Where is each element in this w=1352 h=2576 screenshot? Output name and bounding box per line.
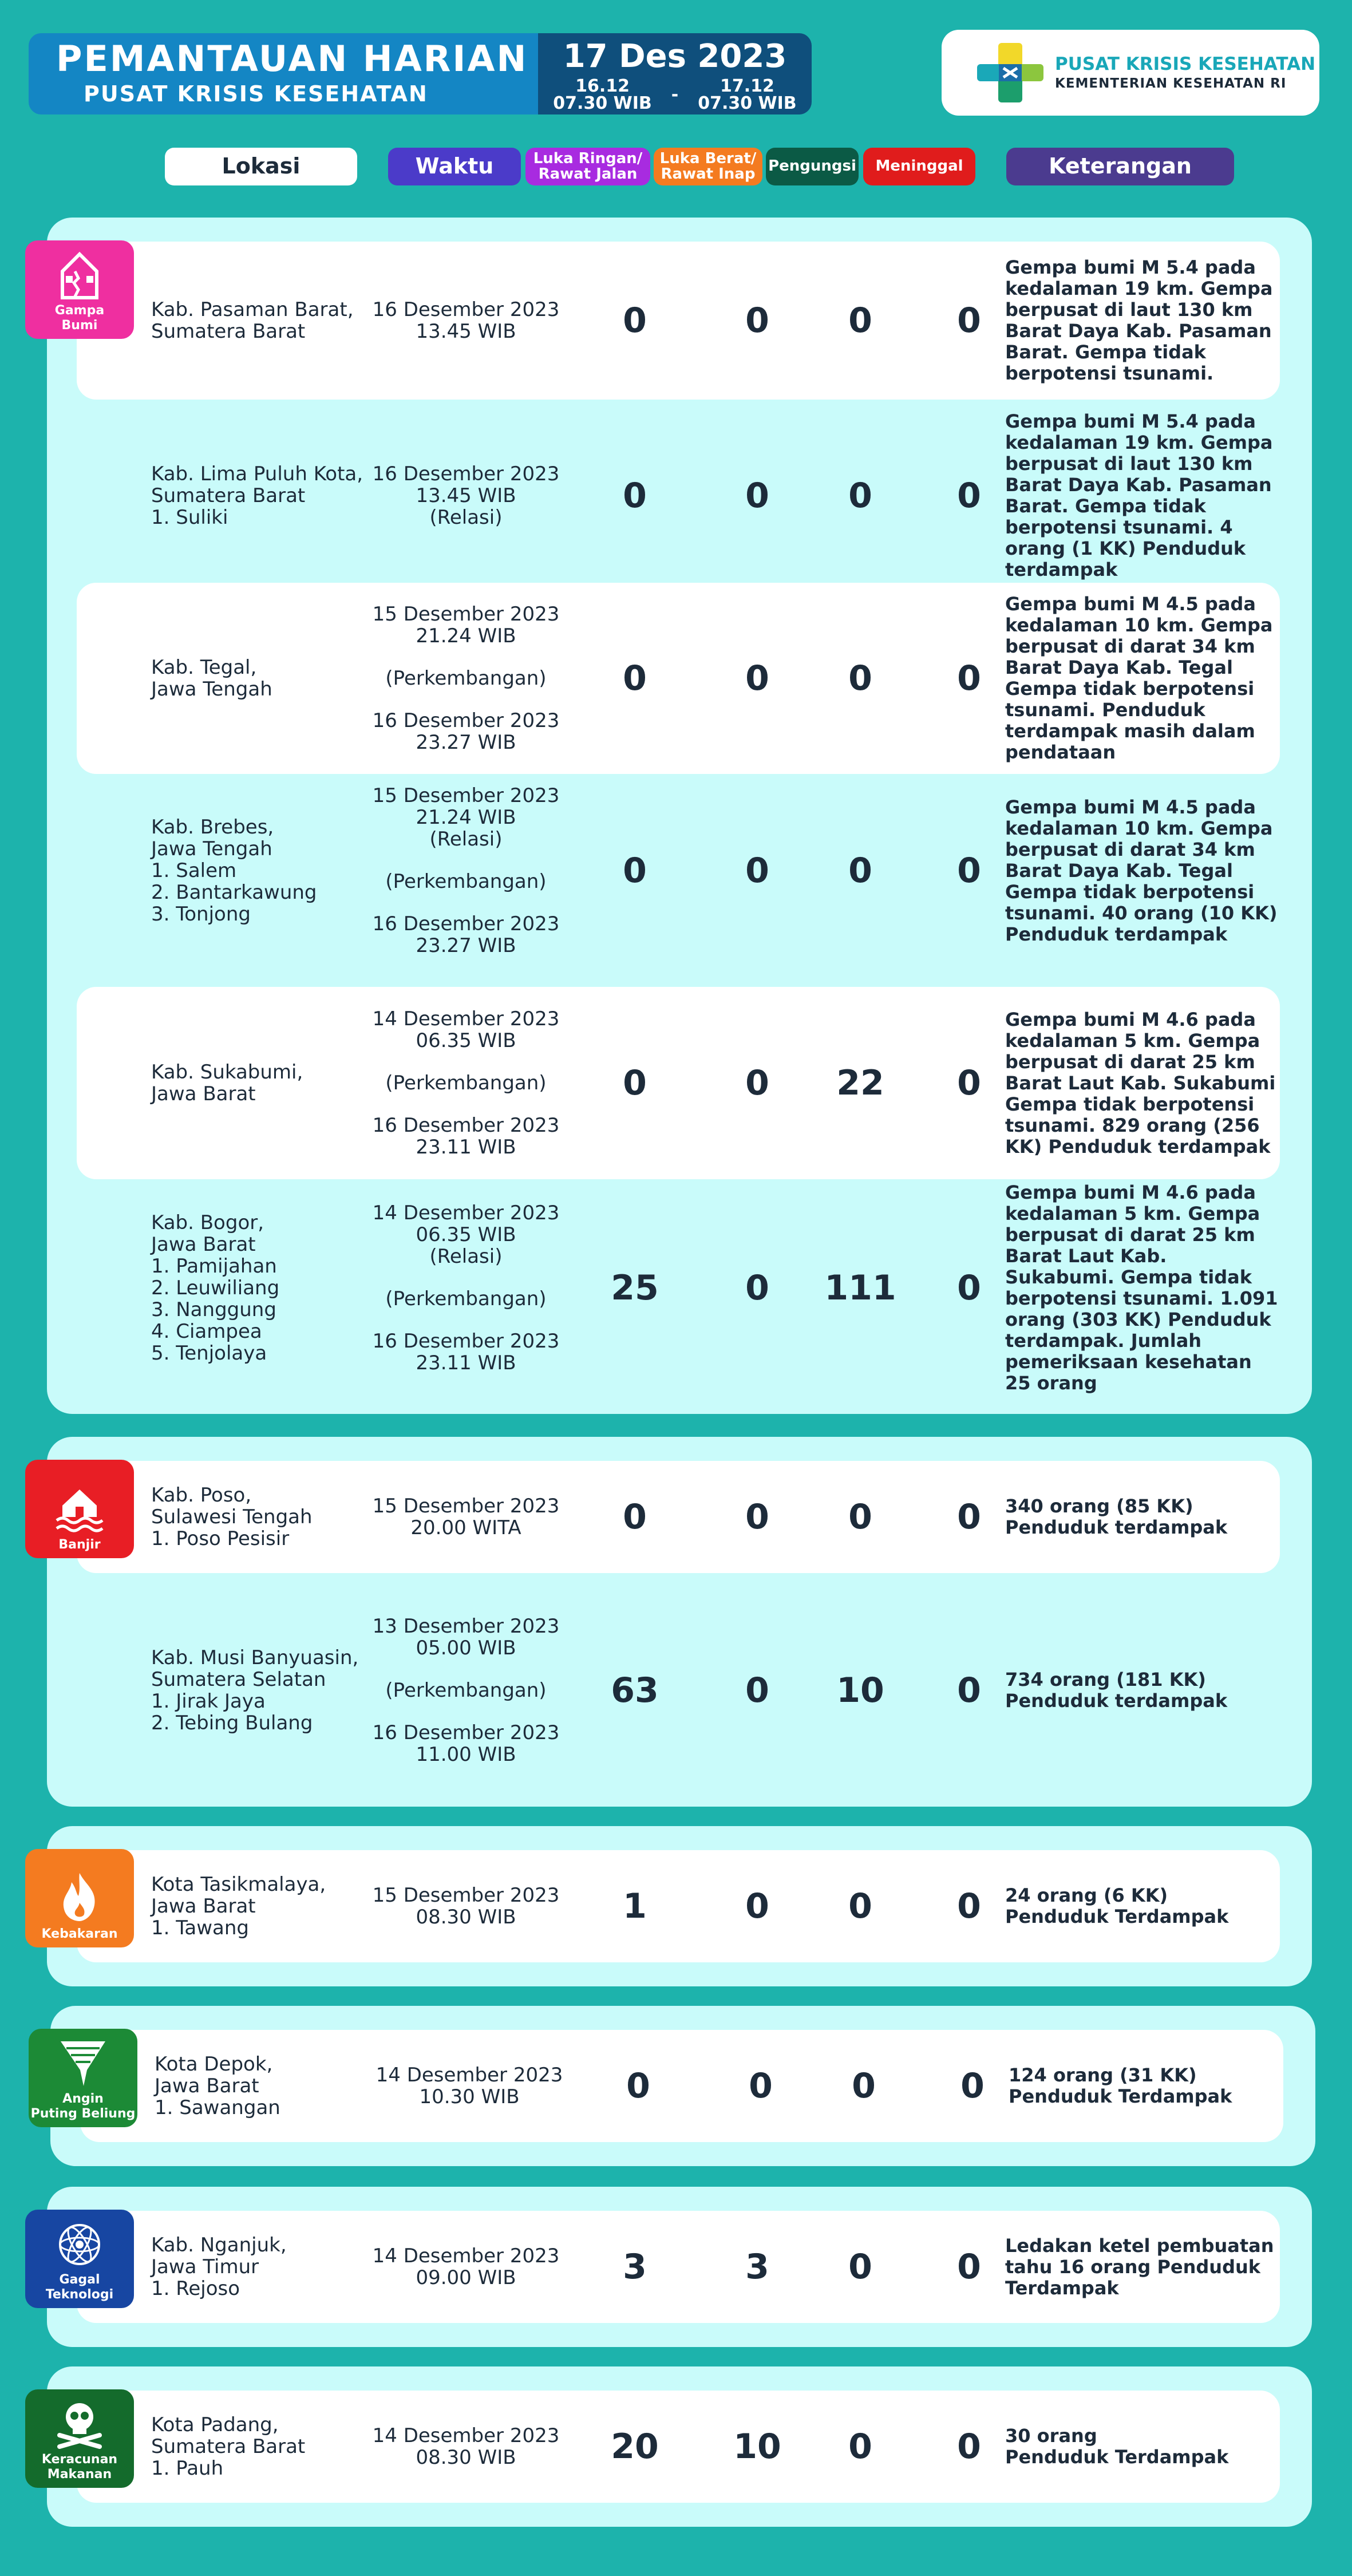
row-luka-ringan: 20 xyxy=(611,2427,659,2467)
table-row xyxy=(77,583,1280,774)
row-luka-berat: 0 xyxy=(745,851,769,891)
health-cross-logo-icon xyxy=(976,38,1045,107)
row-pengungsi: 0 xyxy=(848,851,872,891)
earthquake-icon xyxy=(58,248,101,300)
table-row xyxy=(77,2391,1280,2503)
header-date-box xyxy=(538,33,812,114)
row-luka-ringan: 0 xyxy=(623,476,647,516)
row-pengungsi: 111 xyxy=(824,1268,896,1308)
fire-icon xyxy=(57,1871,102,1923)
row-meninggal: 0 xyxy=(957,1268,981,1308)
row-location: Kab. Poso, Sulawesi Tengah 1. Poso Pesisir xyxy=(151,1484,313,1550)
row-luka-ringan: 0 xyxy=(623,658,647,698)
section-fire xyxy=(47,1826,1312,1986)
range-start-time: 07.30 WIB xyxy=(553,93,652,113)
row-pengungsi: 0 xyxy=(848,301,872,341)
row-pengungsi: 0 xyxy=(852,2066,876,2106)
row-time: 16 Desember 2023 13.45 WIB (Relasi) xyxy=(372,463,560,529)
section-tornado xyxy=(50,2006,1315,2166)
row-pengungsi: 0 xyxy=(848,1886,872,1926)
fire-category: Kebakaran xyxy=(25,1849,134,1947)
row-location: Kota Depok, Jawa Barat 1. Sawangan xyxy=(155,2053,280,2119)
logo-box xyxy=(942,30,1319,116)
row-luka-ringan: 0 xyxy=(623,1063,647,1103)
row-meninggal: 0 xyxy=(960,2066,985,2106)
table-row xyxy=(77,1461,1280,1573)
table-row xyxy=(77,987,1280,1179)
row-location: Kota Padang, Sumatera Barat 1. Pauh xyxy=(151,2413,306,2480)
tornado-category: Angin Puting Beliung xyxy=(29,2029,137,2127)
row-luka-ringan: 0 xyxy=(623,1497,647,1537)
earthquake-category: Gampa Bumi xyxy=(25,240,134,339)
row-time: 14 Desember 2023 09.00 WIB xyxy=(372,2245,560,2289)
column-header-pengungsi: Pengungsi xyxy=(766,148,859,185)
table-row xyxy=(77,242,1280,400)
table-row xyxy=(80,2030,1283,2142)
row-keterangan: Gempa bumi M 4.5 pada kedalaman 10 km. Gempa berpusat di darat 34 km Barat Daya Kab. Tegal Gempa tidak berpotensi tsunami. 40 orang (10 KK) Penduduk terdampak xyxy=(1005,796,1278,945)
column-header-keterangan: Keterangan xyxy=(1006,148,1234,185)
row-pengungsi: 0 xyxy=(848,2247,872,2287)
column-header-luka-ringan: Luka Ringan/ Rawat Jalan xyxy=(525,148,650,185)
row-time: 16 Desember 2023 13.45 WIB xyxy=(372,298,560,343)
row-pengungsi: 0 xyxy=(848,476,872,516)
row-location: Kab. Musi Banyuasin, Sumatera Selatan 1. Jirak Jaya 2. Tebing Bulang xyxy=(151,1646,359,1735)
column-header-meninggal: Meninggal xyxy=(863,148,975,185)
row-time: 14 Desember 2023 06.35 WIB (Perkembangan) 16 Desember 2023 23.11 WIB xyxy=(372,1008,560,1159)
row-time: 14 Desember 2023 06.35 WIB (Relasi) (Perkembangan) 16 Desember 2023 23.11 WIB xyxy=(372,1202,560,1374)
row-luka-berat: 0 xyxy=(749,2066,773,2106)
row-keterangan: 124 orang (31 KK) Penduduk Terdampak xyxy=(1009,2064,1232,2107)
row-keterangan: 340 orang (85 KK) Penduduk terdampak xyxy=(1005,1495,1228,1538)
row-keterangan: Gempa bumi M 4.6 pada kedalaman 5 km. Gempa berpusat di darat 25 km Barat Laut Kab. Sukabumi Gempa tidak berpotensi tsunami. 829 orang (256 KK) Penduduk terdampak xyxy=(1005,1008,1276,1157)
row-pengungsi: 10 xyxy=(836,1670,884,1710)
section-food-poisoning xyxy=(47,2366,1312,2527)
row-pengungsi: 0 xyxy=(848,1497,872,1537)
row-luka-berat: 0 xyxy=(745,476,769,516)
row-keterangan: 734 orang (181 KK) Penduduk terdampak xyxy=(1005,1669,1228,1712)
section-technology-failure xyxy=(47,2187,1312,2347)
page-title: PEMANTAUAN HARIAN xyxy=(56,38,528,80)
report-range xyxy=(538,78,812,112)
row-luka-berat: 3 xyxy=(745,2247,769,2287)
row-luka-ringan: 63 xyxy=(611,1670,659,1710)
table-row xyxy=(77,1179,1280,1397)
row-time: 15 Desember 2023 21.24 WIB (Relasi) (Perkembangan) 16 Desember 2023 23.27 WIB xyxy=(372,784,560,957)
tornado-icon xyxy=(58,2037,108,2088)
row-luka-berat: 0 xyxy=(745,658,769,698)
row-meninggal: 0 xyxy=(957,476,981,516)
row-luka-ringan: 3 xyxy=(623,2247,647,2287)
row-keterangan: 24 orang (6 KK) Penduduk Terdampak xyxy=(1005,1884,1229,1927)
technology-failure-icon xyxy=(55,2220,104,2269)
report-date: 17 Des 2023 xyxy=(563,38,787,75)
row-location: Kab. Sukabumi, Jawa Barat xyxy=(151,1061,303,1105)
row-luka-berat: 0 xyxy=(745,1497,769,1537)
range-end-time: 07.30 WIB xyxy=(698,93,797,113)
range-end-date: 17.12 xyxy=(720,76,774,96)
row-keterangan: Gempa bumi M 5.4 pada kedalaman 19 km. Gempa berpusat di laut 130 km Barat Daya Kab. Pasaman Barat. Gempa tidak berpotensi tsunami. xyxy=(1005,256,1273,384)
range-separator: - xyxy=(671,85,679,105)
row-luka-ringan: 0 xyxy=(623,301,647,341)
row-keterangan: Gempa bumi M 5.4 pada kedalaman 19 km. Gempa berpusat di laut 130 km Barat Daya Kab. Pasaman Barat. Gempa tidak berpotensi tsunami. 4 orang (1 KK) Penduduk terdampak xyxy=(1005,410,1273,580)
row-meninggal: 0 xyxy=(957,2427,981,2467)
row-location: Kab. Nganjuk, Jawa Timur 1. Rejoso xyxy=(151,2234,287,2300)
row-location: Kota Tasikmalaya, Jawa Barat 1. Tawang xyxy=(151,1873,326,1939)
row-luka-berat: 0 xyxy=(745,1063,769,1103)
page-subtitle: PUSAT KRISIS KESEHATAN xyxy=(84,81,428,106)
table-row xyxy=(77,774,1280,967)
section-earthquake xyxy=(47,218,1312,1414)
header-title-box xyxy=(29,33,538,114)
row-keterangan: Gempa bumi M 4.6 pada kedalaman 5 km. Gempa berpusat di darat 25 km Barat Laut Kab. Sukabumi. Gempa tidak berpotensi tsunami. 1.091 orang (303 KK) Penduduk terdampak. Jumlah pemeriksaan kesehatan 25 orang xyxy=(1005,1182,1278,1394)
row-luka-berat: 0 xyxy=(745,1268,769,1308)
row-time: 15 Desember 2023 20.00 WITA xyxy=(372,1495,560,1539)
row-meninggal: 0 xyxy=(957,1063,981,1103)
table-row xyxy=(77,1850,1280,1962)
row-meninggal: 0 xyxy=(957,658,981,698)
flood-icon xyxy=(54,1483,105,1534)
row-time: 15 Desember 2023 21.24 WIB (Perkembangan) 16 Desember 2023 23.27 WIB xyxy=(372,603,560,754)
row-time: 15 Desember 2023 08.30 WIB xyxy=(372,1884,560,1929)
row-location: Kab. Brebes, Jawa Tengah 1. Salem 2. Bantarkawung 3. Tonjong xyxy=(151,816,317,926)
table-row xyxy=(77,410,1280,582)
row-meninggal: 0 xyxy=(957,1886,981,1926)
technology-failure-category: Gagal Teknologi xyxy=(25,2210,134,2308)
row-luka-berat: 0 xyxy=(745,1670,769,1710)
logo-line2: KEMENTERIAN KESEHATAN RI xyxy=(1055,76,1287,91)
row-meninggal: 0 xyxy=(957,301,981,341)
row-location: Kab. Lima Puluh Kota, Sumatera Barat 1. Suliki xyxy=(151,463,363,529)
row-luka-berat: 10 xyxy=(733,2427,781,2467)
table-row xyxy=(77,2211,1280,2323)
row-luka-ringan: 0 xyxy=(626,2066,650,2106)
row-luka-berat: 0 xyxy=(745,1886,769,1926)
row-luka-berat: 0 xyxy=(745,301,769,341)
table-row xyxy=(77,1585,1280,1796)
section-flood xyxy=(47,1437,1312,1807)
food-poisoning-category: Keracunan Makanan xyxy=(25,2389,134,2488)
row-luka-ringan: 25 xyxy=(611,1268,659,1308)
row-meninggal: 0 xyxy=(957,1497,981,1537)
row-pengungsi: 0 xyxy=(848,658,872,698)
row-pengungsi: 0 xyxy=(848,2427,872,2467)
row-keterangan: Gempa bumi M 4.5 pada kedalaman 10 km. Gempa berpusat di darat 34 km Barat Daya Kab. Tegal Gempa tidak berpotensi tsunami. Penduduk terdampak masih dalam pendataan xyxy=(1005,593,1273,763)
range-start-date: 16.12 xyxy=(575,76,630,96)
poison-icon xyxy=(55,2397,104,2449)
column-header-waktu: Waktu xyxy=(388,148,521,185)
row-keterangan: Ledakan ketel pembuatan tahu 16 orang Penduduk Terdampak xyxy=(1005,2234,1274,2299)
row-meninggal: 0 xyxy=(957,1670,981,1710)
row-time: 14 Desember 2023 08.30 WIB xyxy=(372,2424,560,2469)
row-location: Kab. Bogor, Jawa Barat 1. Pamijahan 2. Leuwiliang 3. Nanggung 4. Ciampea 5. Tenjolaya xyxy=(151,1211,280,1365)
row-time: 13 Desember 2023 05.00 WIB (Perkembangan) 16 Desember 2023 11.00 WIB xyxy=(372,1615,560,1766)
row-location: Kab. Pasaman Barat, Sumatera Barat xyxy=(151,298,354,343)
column-header-lokasi: Lokasi xyxy=(165,148,357,185)
flood-category: Banjir xyxy=(25,1460,134,1558)
row-time: 14 Desember 2023 10.30 WIB xyxy=(375,2064,563,2108)
logo-line1: PUSAT KRISIS KESEHATAN xyxy=(1055,54,1316,74)
row-pengungsi: 22 xyxy=(836,1063,884,1103)
column-header-luka-berat: Luka Berat/ Rawat Inap xyxy=(654,148,762,185)
row-luka-ringan: 0 xyxy=(623,851,647,891)
row-luka-ringan: 1 xyxy=(623,1886,647,1926)
row-location: Kab. Tegal, Jawa Tengah xyxy=(151,656,272,701)
row-meninggal: 0 xyxy=(957,2247,981,2287)
row-keterangan: 30 orang Penduduk Terdampak xyxy=(1005,2425,1229,2468)
row-meninggal: 0 xyxy=(957,851,981,891)
